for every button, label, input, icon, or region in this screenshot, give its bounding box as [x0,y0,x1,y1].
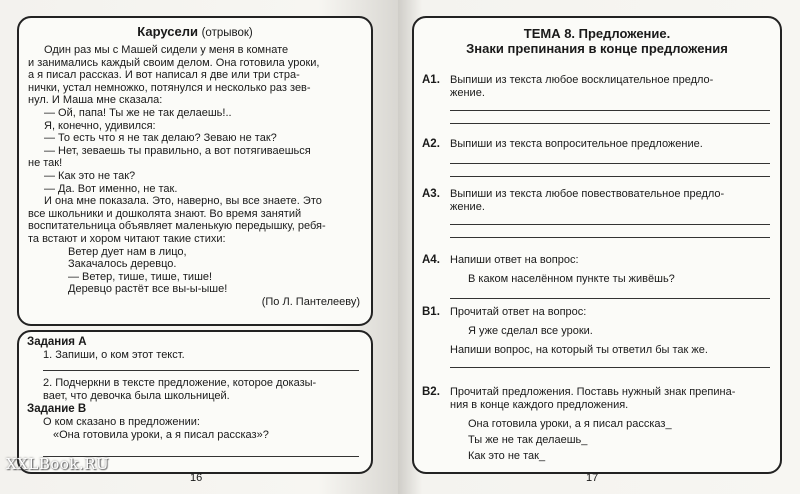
task-b-question: О ком сказано в предложении: [43,416,200,428]
question-number: А4. [422,254,440,266]
question-a3 [422,188,774,238]
story-line: — Нет, зеваешь ты правильно, а вот потягиваешься [44,144,311,157]
right-page [398,0,800,494]
watermark: XXLBook.RU [6,455,110,473]
question-line: Напиши ответ на вопрос: [450,254,579,266]
question-line: Выпиши из текста вопросительное предложение. [450,138,703,150]
question-number: А2. [422,138,440,150]
story-line: а я писал рассказ. И вот написал я две или три стра- [28,69,300,82]
story-line: — То есть что я не так делаю? Зеваю не так? [44,132,277,145]
question-text [450,386,774,463]
question-line: Прочитай предложения. Поставь нужный знак препина- [450,386,736,398]
question-extra: Напиши вопрос, на который ты ответил бы так же. [450,344,708,356]
story-line: И она мне показала. Это, наверно, вы все знаете. Это [44,195,322,208]
question-text [450,188,774,214]
story-line: Один раз мы с Машей сидели у меня в комнате [44,44,289,56]
story-box [17,16,373,326]
left-page [0,0,398,494]
story-line: нички, устал немножко, потянулся и несколько раз зев- [28,81,311,94]
question-number: А3. [422,188,440,200]
question-line: Выпиши из текста любое повествовательное предло- [450,188,725,200]
page-number-right: 17 [586,472,599,484]
topic-title-line1: ТЕМА 8. Предложение. [523,26,671,41]
question-sub: Я уже сделал все уроки. [468,325,593,337]
story-line: — Ой, папа! Ты же не так делаешь!.. [44,106,232,119]
punctuation-item[interactable]: Ты же не так делаешь_ [468,434,588,446]
answer-line[interactable] [450,367,770,368]
answer-line[interactable] [43,362,359,371]
story-line: Я, конечно, удивился: [44,119,156,132]
story-subtitle: (отрывок) [201,27,253,39]
tasks-box [17,330,373,474]
task-b-quote: «Она готовила уроки, а я писал рассказ»? [53,429,269,441]
page-number-left: 16 [190,472,203,484]
tasks-content [27,336,363,463]
story-line: воспитательница объявляет маленькую передышку, ребя- [28,220,326,233]
answer-line[interactable] [450,237,770,238]
story-line: все школьники и дошколята знают. Во время занятий [28,207,302,220]
question-line: Прочитай ответ на вопрос: [450,306,587,318]
task-b-header: Задание В [27,403,87,415]
question-a1 [422,74,774,124]
exercise-box [412,16,782,474]
topic-title [414,26,780,56]
story-line: не так! [28,157,63,170]
question-sub: В каком населённом пункте ты живёшь? [468,273,675,285]
story-text [28,44,364,308]
poem-line: — Ветер, тише, тише, тише! [68,270,213,283]
answer-line[interactable] [450,163,770,164]
punctuation-item[interactable]: Как это не так_ [468,450,546,462]
answer-line[interactable] [450,176,770,177]
story-source: (По Л. Пантелееву) [261,295,360,308]
answer-line[interactable] [450,110,770,111]
poem-line: Закачалось деревцо. [68,258,177,271]
question-text [450,138,774,151]
answer-line[interactable] [450,224,770,225]
question-line: жение. [450,201,485,213]
topic-title-line2: Знаки препинания в конце предложения [466,41,728,56]
story-line: та встают и хором читают такие стихи: [28,232,226,245]
poem-line: Ветер дует нам в лицо, [68,245,187,258]
question-number: А1. [422,74,440,86]
question-a2 [422,138,774,177]
question-text [450,254,774,286]
punctuation-item[interactable]: Она готовила уроки, а я писал рассказ_ [468,418,672,430]
story-line: — Да. Вот именно, не так. [44,182,178,195]
story-line: нул. И Маша мне сказала: [28,94,163,107]
question-number: В1. [422,306,440,318]
story-title-text: Карусели [137,24,198,39]
task-2-cont: вает, что девочка была школьницей. [43,390,230,402]
answer-line[interactable] [450,123,770,124]
tasks-a-header: Задания А [27,336,87,348]
question-number: В2. [422,386,440,398]
question-line: Выпиши из текста любое восклицательное предло- [450,74,714,86]
question-b2 [422,386,774,463]
task-2: 2. Подчеркни в тексте предложение, которое доказы- [43,377,317,389]
question-line: жение. [450,87,485,99]
story-line: — Как это не так? [44,169,136,182]
question-text [450,306,774,357]
answer-line[interactable] [450,298,770,299]
story-title [19,24,371,39]
task-1: 1. Запиши, о ком этот текст. [43,349,185,361]
poem-line: Деревцо растёт все вы-ы-ыше! [68,283,228,296]
question-line: ния в конце каждого предложения. [450,399,629,411]
question-text [450,74,774,100]
story-line: и занимались каждый своим делом. Она готовила уроки, [28,56,320,69]
question-b1 [422,306,774,368]
question-a4 [422,254,774,299]
